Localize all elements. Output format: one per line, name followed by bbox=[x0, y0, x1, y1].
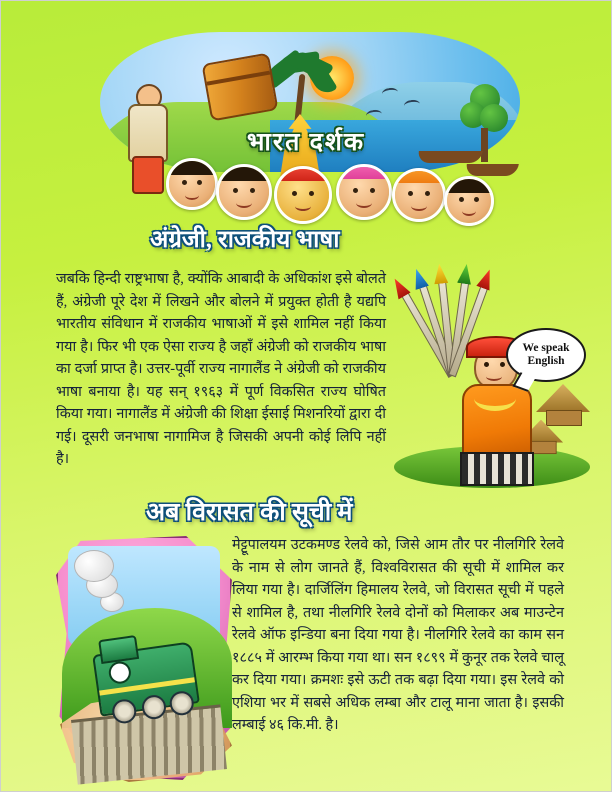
hut-icon bbox=[536, 384, 590, 424]
drum-icon bbox=[201, 53, 278, 122]
face-portrait-icon bbox=[444, 176, 494, 226]
face-portrait-icon bbox=[216, 164, 272, 220]
section-title-english-official-language: अंग्रेजी, राजकीय भाषा bbox=[150, 227, 340, 253]
naga-tribal-person-illustration bbox=[394, 266, 590, 494]
section-title-heritage-list: अब विरासत की सूची में bbox=[146, 499, 353, 526]
face-portrait-icon bbox=[274, 166, 332, 224]
mountain-train-illustration bbox=[56, 536, 232, 780]
locomotive-icon bbox=[92, 641, 200, 716]
speech-bubble: We speak English bbox=[506, 328, 586, 382]
page-title: भारत दर्शक bbox=[246, 129, 366, 156]
smoke-icon bbox=[74, 550, 114, 582]
face-portrait-icon bbox=[166, 158, 218, 210]
section-body-heritage-list: मेट्टूपालयम उटकमण्ड रेलवे को, जिसे आम तौर पर नीलगिरि रेलवे के नाम से लोग जानते हैं, विश्वविरासत की सूची में शामिल कर लिया गया है। दार्जिलिंग हिमालय रेलवे, जो विरासत सूची में पहले से शामिल है, तथा नीलगिरि रेलवे दोनों को मिलाकर अब माउन्टेन रेलवे ऑफ इन्डिया बना दिया गया है। नीलगिरि रेलवे का काम सन १८८५ में आरम्भ किया गया था। सन १८९९ में कुनूर तक रेलवे चालू कर दिया गया। क्रमशः इसे ऊटी तक बढ़ा दिया गया। इस रेलवे को एशिया भर में सबसे अधिक लम्बा और टालू माना जाता है। इसकी लम्बाई ४६ कि.मी. है। bbox=[232, 537, 564, 733]
section-body-english-official-language: जबकि हिन्दी राष्ट्रभाषा है, क्योंकि आबादी के अधिकांश इसे बोलते हैं, अंग्रेजी पूरे देश में लिखने और बोलने में प्रयुक्त होती है यद्यपि भारतीय संविधान में राजकीय भाषाओं में इसे शामिल नहीं किया गया है। फिर भी एक ऐसा राज्य है जहाँ अंग्रेजी को राजकीय भाषा का दर्जा प्राप्त है। उत्तर-पूर्वी राज्य नागालैंड ने अंग्रेजी को राजकीय भाषा बनाया है। यह सन् १९६३ में पूर्ण विकसित राज्य घोषित किया गया। नागालैंड में अंग्रेजी की शिक्षा ईसाई मिशनरियों द्वारा दी गई। दूसरी जनभाषा नागामिज है जिसकी अपनी कोई लिपि नहीं है। bbox=[56, 271, 386, 467]
face-portrait-icon bbox=[392, 168, 446, 222]
masthead-banner bbox=[30, 18, 582, 218]
boat-icon bbox=[465, 164, 519, 176]
face-portrait-icon bbox=[336, 164, 392, 220]
